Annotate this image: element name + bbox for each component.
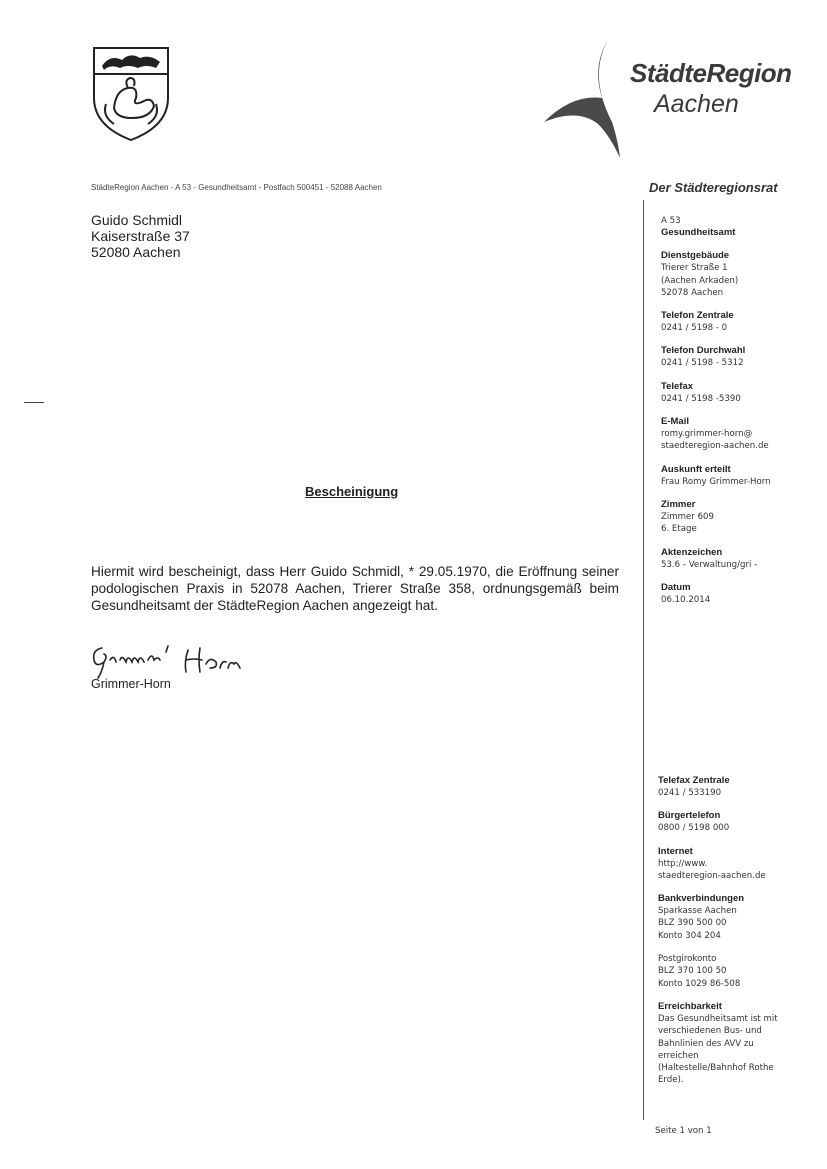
office-block — [661, 215, 821, 239]
sidebar-divider — [643, 200, 644, 1120]
recipient-street: Kaiserstraße 37 — [91, 228, 190, 244]
fax-label: Telefax — [661, 380, 694, 392]
fax-central-label: Telefax Zentrale — [658, 775, 730, 786]
bank-label: Bankverbindungen — [658, 893, 745, 905]
sidebar-footer-info — [658, 775, 823, 1098]
building-line: Trierer Straße 1 — [661, 263, 728, 274]
office-code: A 53 — [661, 216, 681, 226]
postgiro-line: BLZ 370 100 50 — [658, 966, 727, 977]
reachability-line: (Haltestelle/Bahnhof Rothe — [658, 1063, 774, 1074]
logo-text-region: StädteRegion — [630, 58, 792, 88]
phone-central-value: 0241 / 5198 - 0 — [661, 323, 728, 334]
fax-central-value: 0241 / 533190 — [658, 788, 722, 798]
postgiro-line: Konto 1029 86-508 — [658, 978, 741, 989]
postgiro-line: Postgirokonto — [658, 954, 717, 965]
room-block — [661, 499, 821, 536]
room-line: 6. Etage — [661, 524, 697, 535]
citizen-phone-block — [658, 810, 823, 834]
date-label: Datum — [661, 581, 691, 593]
internet-line: staedteregion-aachen.de — [658, 870, 766, 881]
bank-line: Sparkasse Aachen — [658, 906, 737, 917]
date-value: 06.10.2014 — [661, 594, 711, 605]
recipient-address — [91, 212, 190, 260]
fold-mark — [24, 402, 44, 403]
building-line: 52078 Aachen — [661, 287, 724, 298]
bank-block — [658, 893, 823, 942]
email-block — [661, 416, 821, 453]
postgiro-block — [658, 953, 823, 990]
reachability-line: verschiedenen Bus- und — [658, 1026, 762, 1037]
department-title: Der Städteregionsrat — [649, 180, 778, 195]
fax-central-block — [658, 775, 823, 799]
reachability-line: Erde). — [658, 1075, 684, 1086]
sender-address-line: StädteRegion Aachen - A 53 - Gesundheitsamt - Postfach 500451 - 52088 Aachen — [91, 183, 382, 192]
phone-direct-block — [661, 345, 821, 369]
room-label: Zimmer — [661, 498, 696, 510]
contact-value: Frau Romy Grimmer-Horn — [661, 476, 771, 487]
building-label: Dienstgebäude — [661, 250, 730, 262]
bank-line: BLZ 390 500 00 — [658, 918, 727, 929]
letter-body: Hiermit wird bescheinigt, dass Herr Guido Schmidl, * 29.05.1970, die Eröffnung seiner podologischen Praxis in 52078 Aachen, Trierer Straße 358, ordnungsgemäß beim Gesundheitsamt der StädteRegion Aachen angezeigt hat. — [91, 564, 619, 613]
coat-of-arms-icon — [92, 46, 170, 142]
recipient-city: 52080 Aachen — [91, 244, 181, 260]
internet-line: http://www. — [658, 858, 708, 869]
letter-subject: Bescheinigung — [305, 484, 399, 499]
building-line: (Aachen Arkaden) — [661, 275, 739, 286]
citizen-phone-label: Bürgertelefon — [658, 810, 721, 822]
internet-label: Internet — [658, 845, 693, 857]
citizen-phone-value: 0800 / 5198 000 — [658, 823, 730, 834]
reachability-line: Das Gesundheitsamt ist mit — [658, 1013, 778, 1024]
phone-direct-value: 0241 / 5198 - 5312 — [661, 358, 744, 369]
reachability-block — [658, 1001, 823, 1087]
building-block — [661, 250, 821, 299]
contact-block — [661, 464, 821, 488]
fax-block — [661, 381, 821, 405]
reachability-line: Bahnlinien des AVV zu — [658, 1038, 754, 1049]
internet-block — [658, 846, 823, 883]
reference-block — [661, 547, 821, 571]
office-name: Gesundheitsamt — [661, 227, 736, 239]
signer-name: Grimmer-Horn — [91, 677, 171, 691]
page-number: Seite 1 von 1 — [655, 1126, 712, 1136]
bank-line: Konto 304 204 — [658, 930, 721, 941]
reachability-label: Erreichbarkeit — [658, 1000, 722, 1012]
room-line: Zimmer 609 — [661, 511, 714, 522]
phone-central-block — [661, 310, 821, 334]
phone-direct-label: Telefon Durchwahl — [661, 345, 746, 357]
fax-value: 0241 / 5198 -5390 — [661, 393, 741, 404]
logo-text-city: Aachen — [654, 90, 739, 118]
email-line: staedteregion-aachen.de — [661, 441, 769, 452]
reference-label: Aktenzeichen — [661, 546, 723, 558]
date-block — [661, 582, 821, 606]
reference-value: 53.6 - Verwaltung/gri - — [661, 559, 758, 570]
email-line: romy.grimmer-horn@ — [661, 429, 753, 440]
sidebar-contact-info — [661, 215, 821, 617]
email-label: E-Mail — [661, 416, 689, 428]
contact-label: Auskunft erteilt — [661, 463, 731, 475]
reachability-line: erreichen — [658, 1050, 699, 1061]
handwritten-signature — [88, 638, 248, 682]
recipient-name: Guido Schmidl — [91, 212, 183, 228]
phone-central-label: Telefon Zentrale — [661, 310, 734, 322]
